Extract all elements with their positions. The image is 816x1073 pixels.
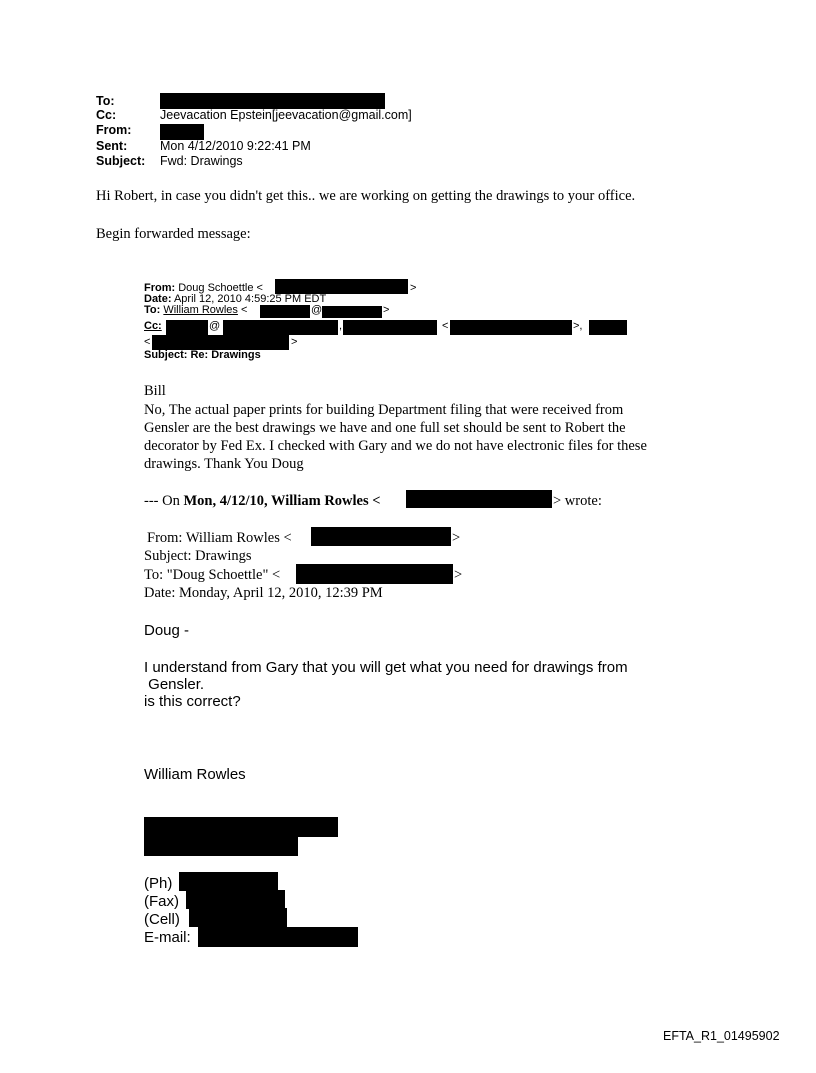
fax-label: (Fax): [144, 893, 179, 910]
reply-line-2: Gensler are the best drawings we have and one full set should be sent to Robert the: [144, 420, 626, 436]
begin-forwarded: Begin forwarded message:: [96, 226, 251, 242]
redaction-sig-title: [144, 817, 338, 837]
orig-line-2: Gensler.: [144, 676, 205, 693]
subject-label: Subject:: [96, 154, 146, 168]
fwd-to-name: William Rowles: [163, 304, 238, 316]
signature-name: William Rowles: [144, 766, 246, 783]
fwd-date-line: Date: April 12, 2010 4:59:25 PM EDT: [144, 293, 327, 305]
redaction-quote-email: [406, 490, 552, 508]
redaction-fwd-cc-4: [450, 320, 572, 335]
quote-date: Date: Monday, April 12, 2010, 12:39 PM: [144, 585, 383, 601]
subject-value: Fwd: Drawings: [160, 154, 243, 168]
quote-to-close: >: [454, 567, 463, 583]
redaction-fwd-to-domain: [322, 306, 382, 318]
redaction-fwd-to-user: [260, 305, 310, 318]
fwd-cc-comma: ,: [339, 320, 343, 332]
fwd-cc-lt2: <: [144, 336, 151, 348]
fwd-cc-label: Cc:: [144, 320, 162, 332]
redaction-quote-to: [296, 564, 453, 584]
orig-line-3: is this correct?: [144, 693, 241, 710]
email-label: E-mail:: [144, 929, 191, 946]
quote-from-close: >: [452, 530, 461, 546]
from-label: From:: [96, 123, 132, 137]
fwd-cc-at: @: [209, 320, 221, 332]
quote-from: From: William Rowles <: [147, 530, 292, 546]
redaction-sig-company: [144, 837, 298, 856]
sent-label: Sent:: [96, 139, 128, 153]
reply-line-4: drawings. Thank You Doug: [144, 456, 304, 472]
quote-wrote: > wrote:: [553, 493, 602, 509]
quote-subject: Subject: Drawings: [144, 548, 252, 564]
redaction-fwd-cc-1: [166, 320, 208, 335]
redaction-email: [198, 927, 358, 947]
redaction-quote-from: [311, 527, 451, 546]
fwd-cc-lt: <: [442, 320, 449, 332]
redaction-phone: [179, 872, 278, 891]
redaction-fwd-cc-2: [223, 320, 338, 335]
redaction-fwd-cc-5: [589, 320, 627, 335]
fwd-from-close: >: [410, 282, 417, 294]
sent-value: Mon 4/12/2010 9:22:41 PM: [160, 139, 311, 153]
redaction-fax: [186, 890, 285, 909]
redaction-fwd-cc-6: [152, 335, 289, 350]
cc-label: Cc:: [96, 108, 117, 122]
phone-label: (Ph): [144, 875, 173, 892]
cell-label: (Cell): [144, 911, 180, 928]
redaction-from: [160, 124, 204, 140]
redaction-fwd-from: [275, 279, 408, 294]
fwd-subject: Subject: Re: Drawings: [144, 349, 261, 361]
redaction-fwd-cc-3: [343, 320, 437, 335]
orig-line-1: I understand from Gary that you will get what you need for drawings from: [144, 659, 628, 676]
redaction-to: [160, 93, 385, 109]
quote-intro: --- On Mon, 4/12/10, William Rowles <: [144, 493, 381, 509]
fwd-cc-gt2: >: [291, 336, 298, 348]
fwd-to-close: >: [383, 304, 390, 316]
orig-greeting: Doug -: [144, 622, 190, 639]
document-id: EFTA_R1_01495902: [663, 1029, 780, 1043]
reply-line-1: No, The actual paper prints for building Department filing that were received from: [144, 402, 624, 418]
quote-to: To: "Doug Schoettle" <: [144, 567, 281, 583]
fwd-cc-gt-comma: >,: [573, 320, 583, 332]
cc-value: Jeevacation Epstein[jeevacation@gmail.com]: [160, 108, 412, 122]
fwd-from-line: From: Doug Schoettle <: [144, 282, 263, 294]
fwd-to-at: @: [311, 304, 323, 316]
reply-salutation: Bill: [144, 383, 166, 399]
redaction-cell: [189, 908, 287, 927]
fwd-to-line: To: William Rowles <: [144, 304, 248, 316]
reply-line-3: decorator by Fed Ex. I checked with Gary and we do not have electronic files for these: [144, 438, 647, 454]
intro-line: Hi Robert, in case you didn't get this.. we are working on getting the drawings to your office.: [96, 188, 636, 204]
to-label: To:: [96, 94, 115, 108]
